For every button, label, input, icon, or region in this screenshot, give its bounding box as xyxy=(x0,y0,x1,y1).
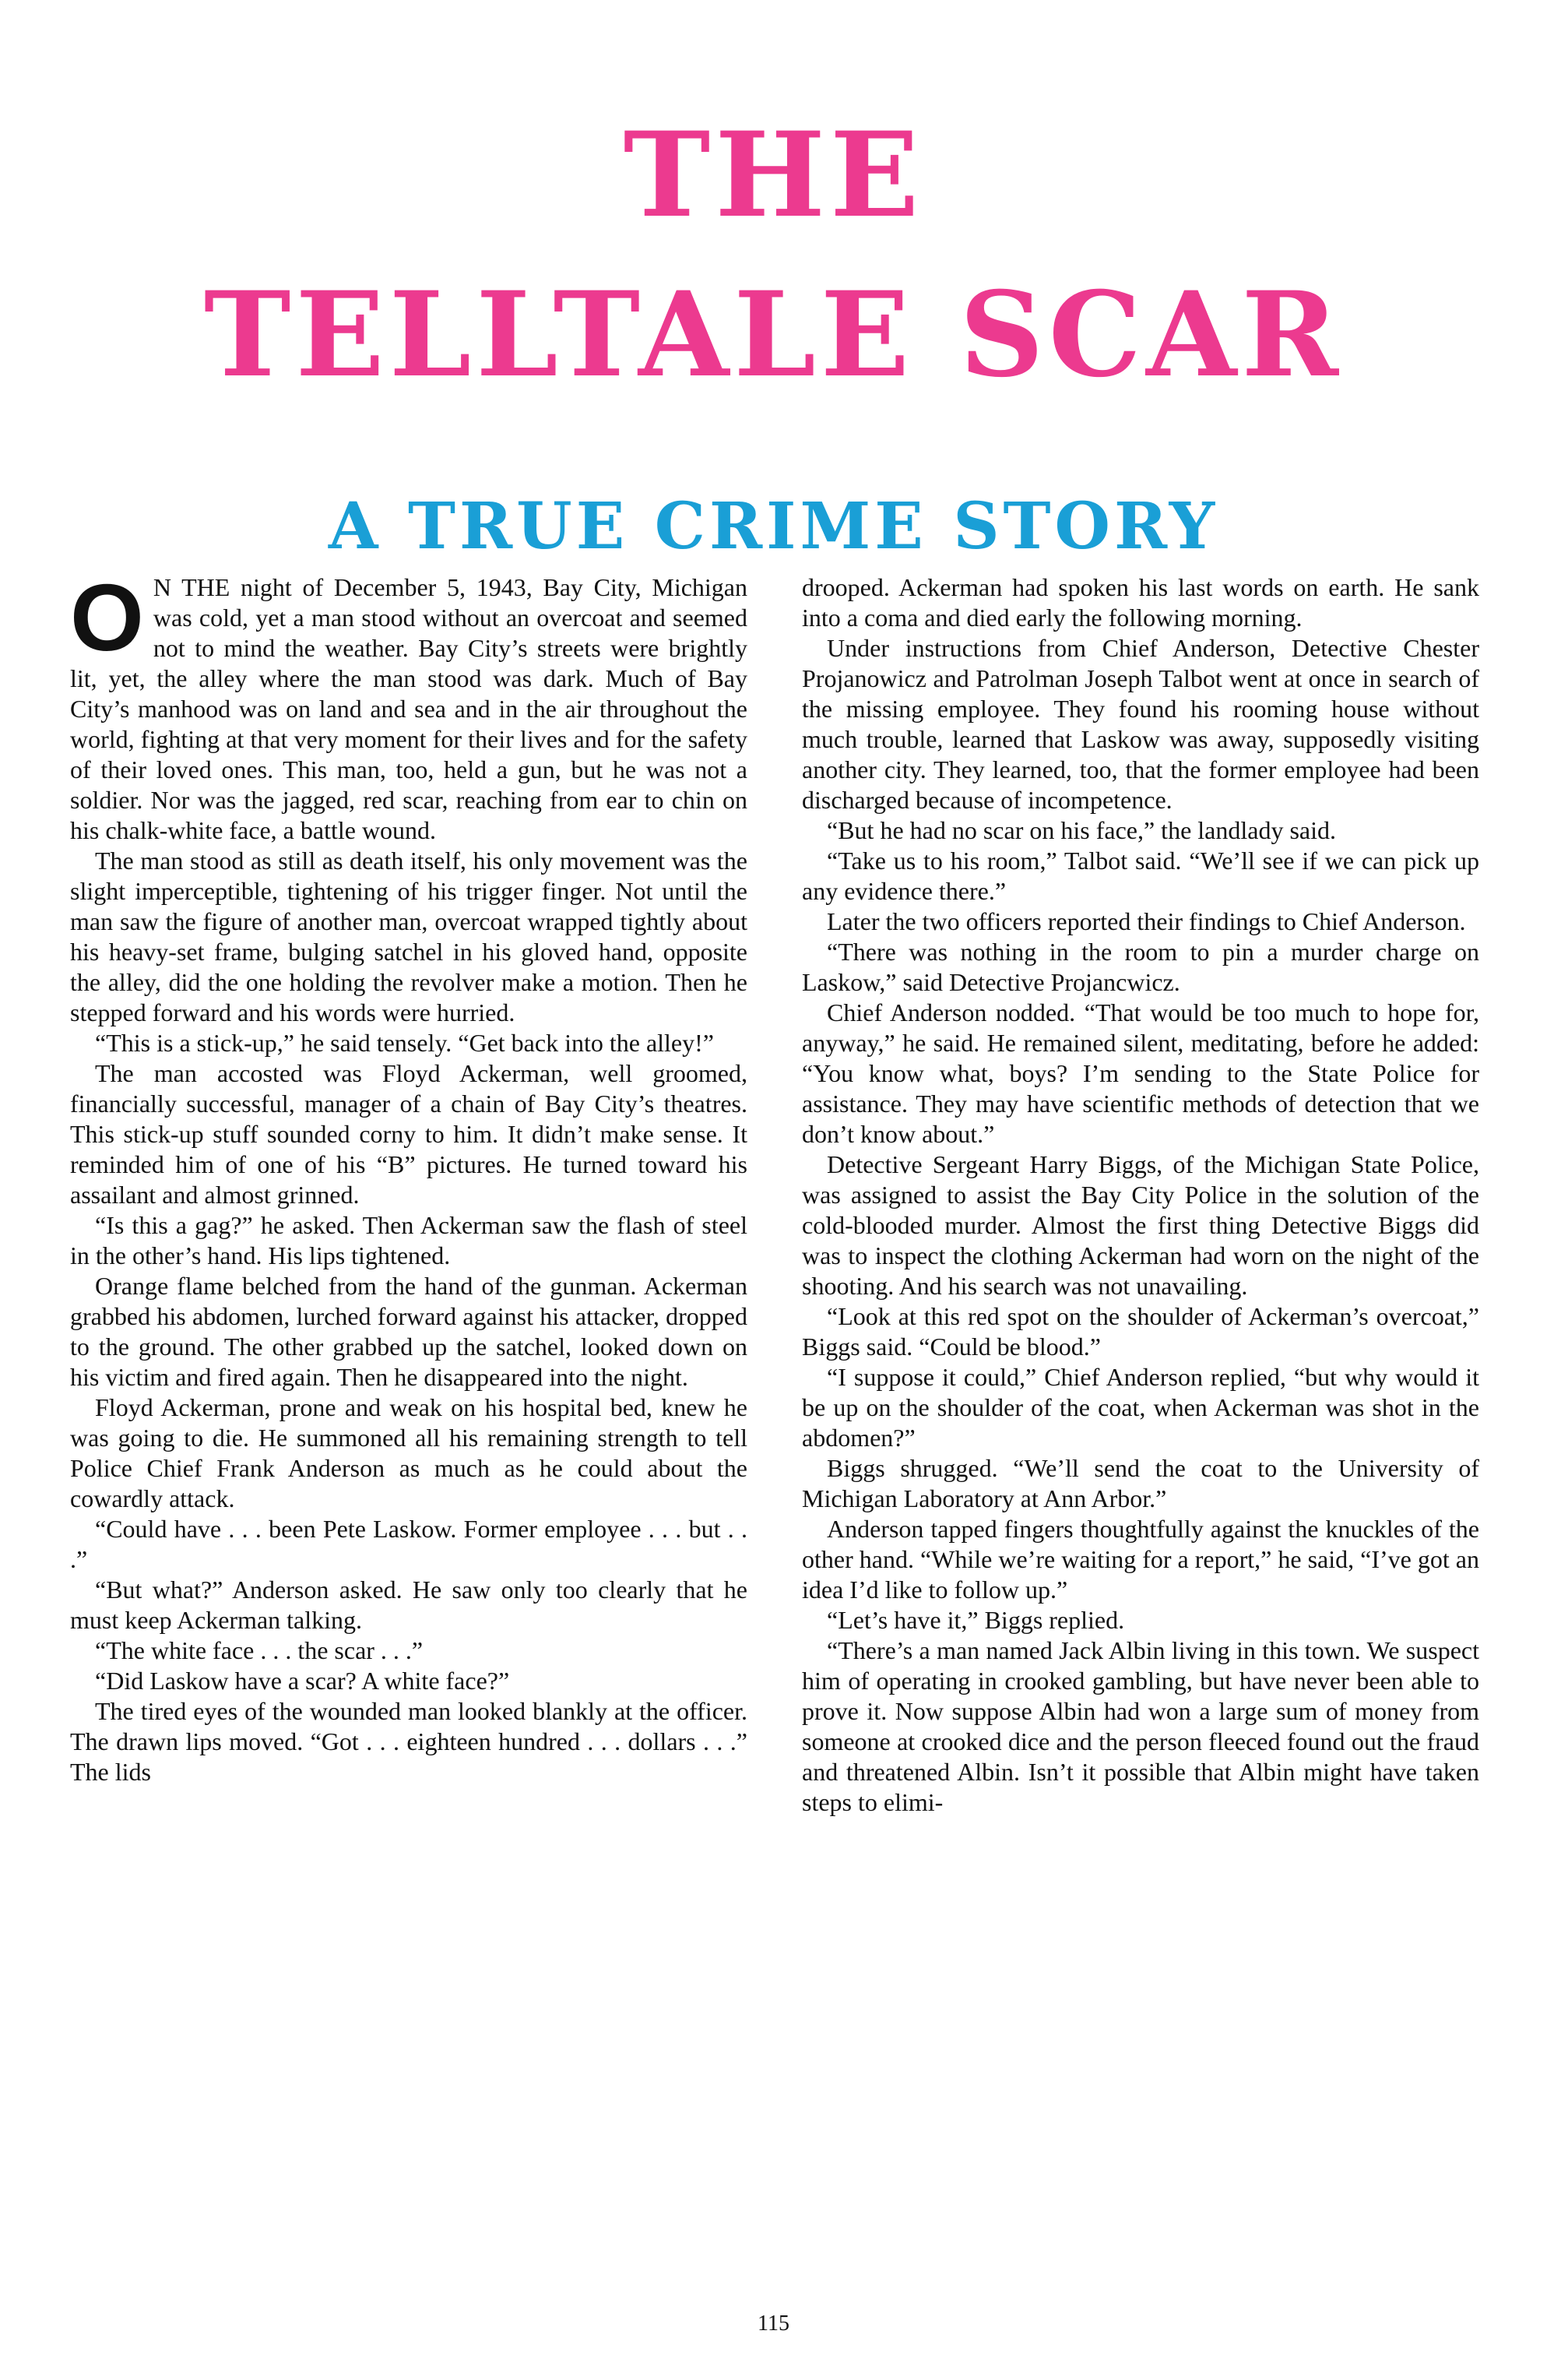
paragraph: Later the two officers reported their findings to Chief Anderson. xyxy=(827,907,1466,935)
paragraph: The tired eyes of the wounded man looked blankly at the officer. The drawn lips moved. “Got . . . eighteen hundred . . . dollars . . .” The lids xyxy=(70,1697,747,1786)
title-line-2: TELLTALE SCAR xyxy=(203,266,1344,403)
paragraph: “But he had no scar on his face,” the landlady said. xyxy=(827,816,1336,844)
title-block xyxy=(0,107,1547,564)
paragraph xyxy=(70,565,747,846)
paragraph: “I suppose it could,” Chief Anderson replied, “but why would it be up on the shoulder of the coat, when Ackerman was shot in the abdomen?” xyxy=(802,1363,1479,1452)
paragraph: “Could have . . . been Pete Laskow. Former employee . . . but . . .” xyxy=(70,1515,747,1573)
paragraph: Biggs shrugged. “We’ll send the coat to the University of Michigan Laboratory at Ann Arbor.” xyxy=(802,1454,1479,1512)
paragraph: drooped. Ackerman had spoken his last words on earth. He sank into a coma and died early the following morning. xyxy=(802,573,1479,632)
paragraph-text: N THE night of December 5, 1943, Bay City, Michigan was cold, yet a man stood without an overcoat and seemed not to mind the weather. Bay City’s streets were brightly lit, yet, the alley where the man stood was dark. Much of Bay City’s manhood was on land and sea and in the air throughout the world, fighting at that very moment for their lives and for the safety of their loved ones. This man, too, held a gun, but he was not a soldier. Nor was the jagged, red scar, reaching from ear to chin on his chalk-white face, a battle wound. xyxy=(70,573,747,844)
paragraph: “Is this a gag?” he asked. Then Ackerman saw the flash of steel in the other’s hand. His lips tightened. xyxy=(70,1211,747,1269)
paragraph: “There’s a man named Jack Albin living in this town. We suspect him of operating in crooked gambling, but have never been able to prove it. Now suppose Albin had won a large sum of money from someone at crooked dice and the person fleeced found out the fraud and threatened Albin. Isn’t it possible that Albin might have taken steps to elimi- xyxy=(802,1636,1479,1816)
story-columns xyxy=(70,565,1479,2130)
paragraph: “The white face . . . the scar . . .” xyxy=(95,1636,424,1664)
paragraph: Anderson tapped fingers thoughtfully against the knuckles of the other hand. “While we’re waiting for a report,” he said, “I’ve got an idea I’d like to follow up.” xyxy=(802,1515,1479,1604)
paragraph: “Let’s have it,” Biggs replied. xyxy=(827,1606,1125,1634)
paragraph: Orange flame belched from the hand of the gunman. Ackerman grabbed his abdomen, lurched forward against his attacker, dropped to the ground. The other grabbed up the satchel, looked down on his victim and fired again. Then he disappeared into the night. xyxy=(70,1272,747,1391)
paragraph: “Did Laskow have a scar? A white face?” xyxy=(95,1667,510,1695)
page-number: 115 xyxy=(758,2311,789,2336)
drop-cap: O xyxy=(70,565,144,671)
paragraph: “But what?” Anderson asked. He saw only too clearly that he must keep Ackerman talking. xyxy=(70,1576,747,1634)
column-left xyxy=(70,565,747,2130)
paragraph: Floyd Ackerman, prone and weak on his hospital bed, knew he was going to die. He summoned all his remaining strength to tell Police Chief Frank Anderson as much as he could about the cowardly attack. xyxy=(70,1393,747,1512)
paragraph: The man stood as still as death itself, his only movement was the slight imperceptible, tightening of his trigger finger. Not until the man saw the figure of another man, overcoat wrapped tightly about his heavy-set frame, bulging satchel in his gloved hand, opposite the alley, did the one holding the revolver make a motion. Then he stepped forward and his words were hurried. xyxy=(70,847,747,1026)
subtitle: A TRUE CRIME STORY xyxy=(328,489,1219,564)
paragraph: “Take us to his room,” Talbot said. “We’ll see if we can pick up any evidence there.” xyxy=(802,847,1479,905)
paragraph: “There was nothing in the room to pin a murder charge on Laskow,” said Detective Projancwicz. xyxy=(802,938,1479,996)
paragraph: Detective Sergeant Harry Biggs, of the Michigan State Police, was assigned to assist the Bay City Police in the solution of the cold-blooded murder. Almost the first thing Detective Biggs did was to inspect the clothing Ackerman had worn on the night of the shooting. And his search was not unavailing. xyxy=(802,1150,1479,1300)
paragraph: “Look at this red spot on the shoulder of Ackerman’s overcoat,” Biggs said. “Could be blood.” xyxy=(802,1302,1479,1361)
paragraph: Chief Anderson nodded. “That would be too much to hope for, anyway,” he said. He remained silent, meditating, before he added: “You know what, boys? I’m sending to the State Police for assistance. They may have scientific methods of detection that we don’t know about.” xyxy=(802,998,1479,1148)
column-right xyxy=(802,572,1479,2130)
paragraph: Under instructions from Chief Anderson, Detective Chester Projanowicz and Patrolman Joseph Talbot went at once in search of the missing employee. They found his rooming house without much trouble, learned that Laskow was away, supposedly visiting another city. They learned, too, that the former employee had been discharged because of incompetence. xyxy=(802,634,1479,814)
paragraph: “This is a stick-up,” he said tensely. “Get back into the alley!” xyxy=(95,1029,714,1057)
title-line-1: THE xyxy=(623,107,924,244)
paragraph: The man accosted was Floyd Ackerman, well groomed, financially successful, manager of a chain of Bay City’s theatres. This stick-up stuff sounded corny to him. It didn’t make sense. It reminded him of one of his “B” pictures. He turned toward his assailant and almost grinned. xyxy=(70,1059,747,1209)
